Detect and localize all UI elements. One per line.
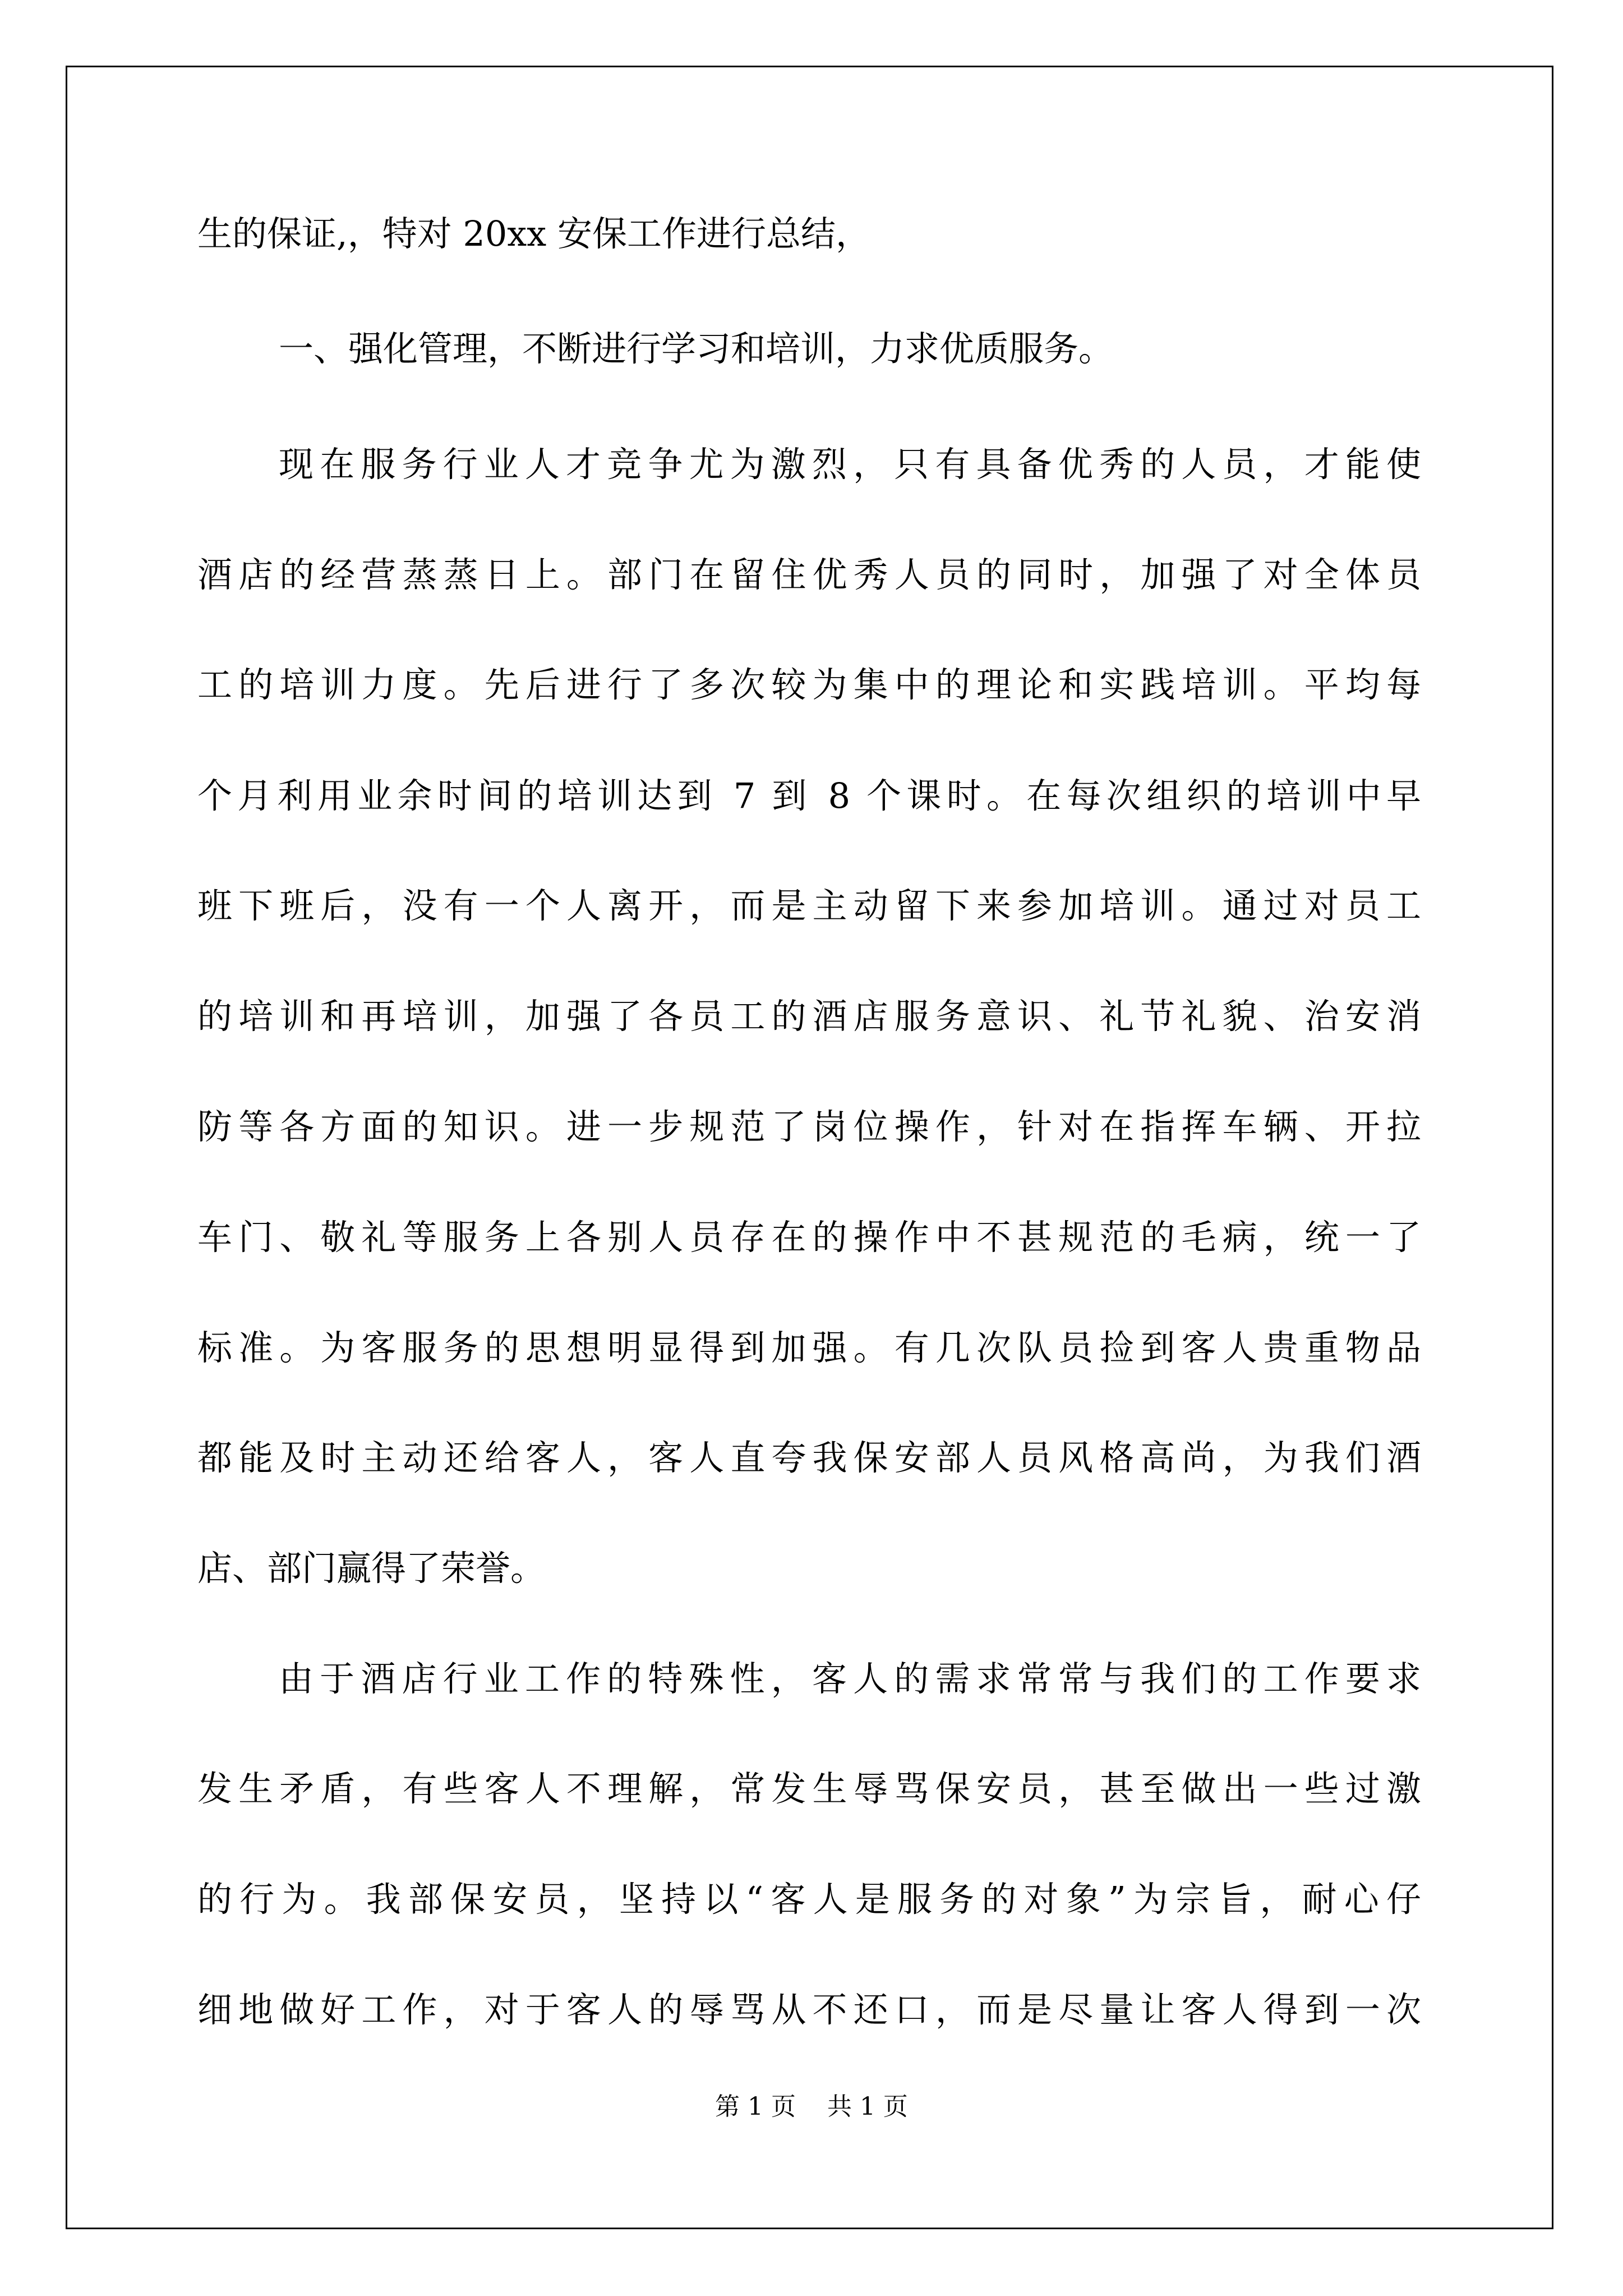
text-line: 防等各方面的知识。进一步规范了岗位操作，针对在指挥车辆、开拉 xyxy=(197,1106,1421,1147)
text-line: 工的培训力度。先后进行了多次较为集中的理论和实践培训。平均每 xyxy=(197,664,1421,705)
text-line: 标准。为客服务的思想明显得到加强。有几次队员捡到客人贵重物品 xyxy=(197,1327,1421,1368)
text-line: 由于酒店行业工作的特殊性，客人的需求常常与我们的工作要求 xyxy=(279,1658,1421,1699)
text-line: 发生矛盾，有些客人不理解，常发生辱骂保安员，甚至做出一些过激 xyxy=(197,1768,1421,1809)
text-line: 店、部门赢得了荣誉。 xyxy=(197,1548,546,1589)
text-line: 车门、敬礼等服务上各别人员存在的操作中不甚规范的毛病，统一了 xyxy=(197,1217,1421,1258)
page-number-footer: 第 1 页 共 1 页 xyxy=(715,2092,908,2121)
text-line: 细地做好工作，对于客人的辱骂从不还口，而是尽量让客人得到一次 xyxy=(197,1989,1421,2030)
text-line: 的行为。我部保安员，坚持以“客人是服务的对象”为宗旨，耐心仔 xyxy=(197,1879,1421,1920)
text-line: 个月利用业余时间的培训达到 7 到 8 个课时。在每次组织的培训中早 xyxy=(197,775,1421,816)
text-line: 班下班后，没有一个人离开，而是主动留下来参加培训。通过对员工 xyxy=(197,885,1421,926)
text-line: 酒店的经营蒸蒸日上。部门在留住优秀人员的同时，加强了对全体员 xyxy=(197,554,1421,595)
text-line: 的培训和再培训，加强了各员工的酒店服务意识、礼节礼貌、治安消 xyxy=(197,996,1421,1037)
text-line: 现在服务行业人才竞争尤为激烈，只有具备优秀的人员，才能使 xyxy=(279,444,1421,485)
text-line: 生的保证,，特对 20xx 安保工作进行总结， xyxy=(197,213,870,254)
text-line: 都能及时主动还给客人，客人直夸我保安部人员风格高尚，为我们酒 xyxy=(197,1437,1421,1478)
section-heading: 一、强化管理，不断进行学习和培训，力求优质服务。 xyxy=(279,328,1114,369)
